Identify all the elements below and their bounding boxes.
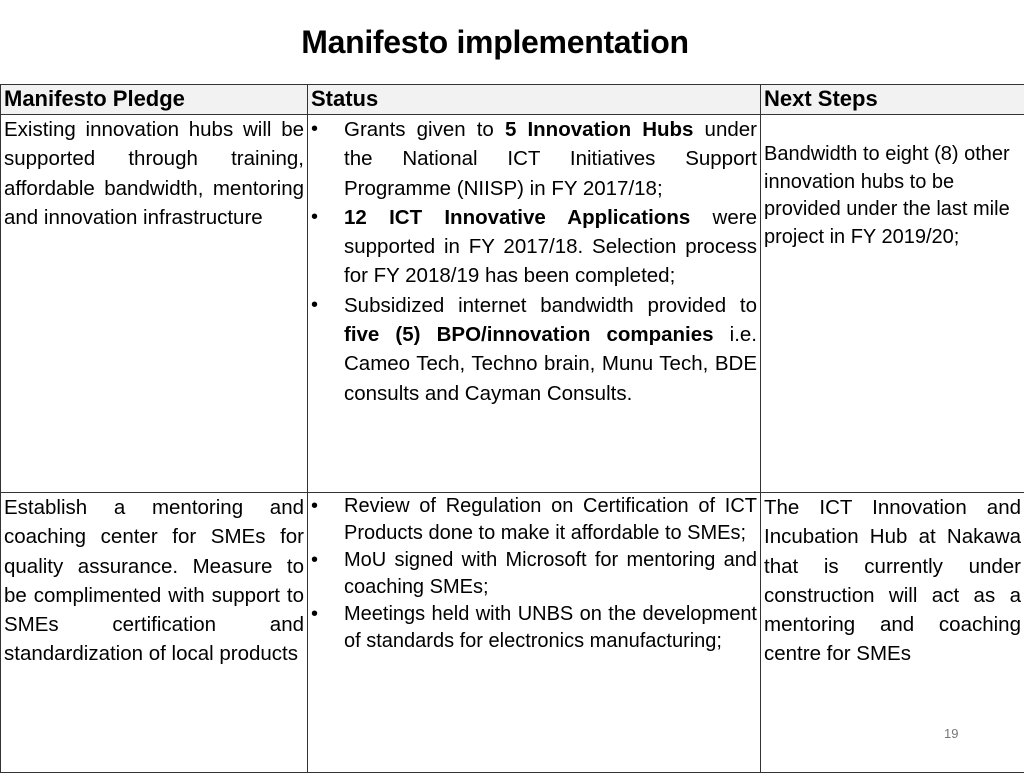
- pledge-cell: [1, 115, 308, 493]
- status-list: [311, 493, 757, 655]
- page-number: 19: [944, 726, 958, 741]
- status-item: • Subsidized internet bandwidth provided to five (5) BPO/innovation companies i.e. Cameo Tech, Techno brain, Munu Tech, BDE consults and Cayman Consults.: [311, 291, 757, 408]
- status-item: • Meetings held with UNBS on the development of standards for electronics manufacturing;: [311, 601, 757, 655]
- pledge-text: Establish a mentoring and coaching center for SMEs for quality assurance. Measure to be complimented with support to SMEs certification and standardization of local products: [4, 493, 304, 669]
- status-item: • 12 ICT Innovative Applications were supported in FY 2017/18. Selection process for FY 2018/19 has been completed;: [311, 203, 757, 291]
- status-cell: [308, 493, 761, 773]
- next-steps-cell: [761, 493, 1024, 773]
- pledge-text: Existing innovation hubs will be supported through training, affordable bandwidth, mentoring and innovation infrastructure: [4, 115, 304, 232]
- table-row: [1, 493, 1024, 773]
- status-item: • Review of Regulation on Certification of ICT Products done to make it affordable to SMEs;: [311, 493, 757, 547]
- table-header-row: [1, 85, 1024, 115]
- pledge-cell: [1, 493, 308, 773]
- header-manifesto-pledge: Manifesto Pledge: [1, 85, 308, 115]
- status-item: • MoU signed with Microsoft for mentoring and coaching SMEs;: [311, 547, 757, 601]
- manifesto-table: [0, 84, 1024, 773]
- status-cell: [308, 115, 761, 493]
- table-row: [1, 115, 1024, 493]
- page-title: Manifesto implementation: [0, 24, 990, 61]
- header-next-steps: Next Steps: [761, 85, 1024, 115]
- status-list: [311, 115, 757, 408]
- next-steps-cell: [761, 115, 1024, 493]
- next-steps-text: Bandwidth to eight (8) other innovation hubs to be provided under the last mile project in FY 2019/20;: [764, 141, 1021, 251]
- header-status: Status: [308, 85, 761, 115]
- status-item: • Grants given to 5 Innovation Hubs under the National ICT Initiatives Support Programme (NIISP) in FY 2017/18;: [311, 115, 757, 203]
- next-steps-text: The ICT Innovation and Incubation Hub at Nakawa that is currently under construction will act as a mentoring and coaching centre for SMEs: [764, 493, 1021, 669]
